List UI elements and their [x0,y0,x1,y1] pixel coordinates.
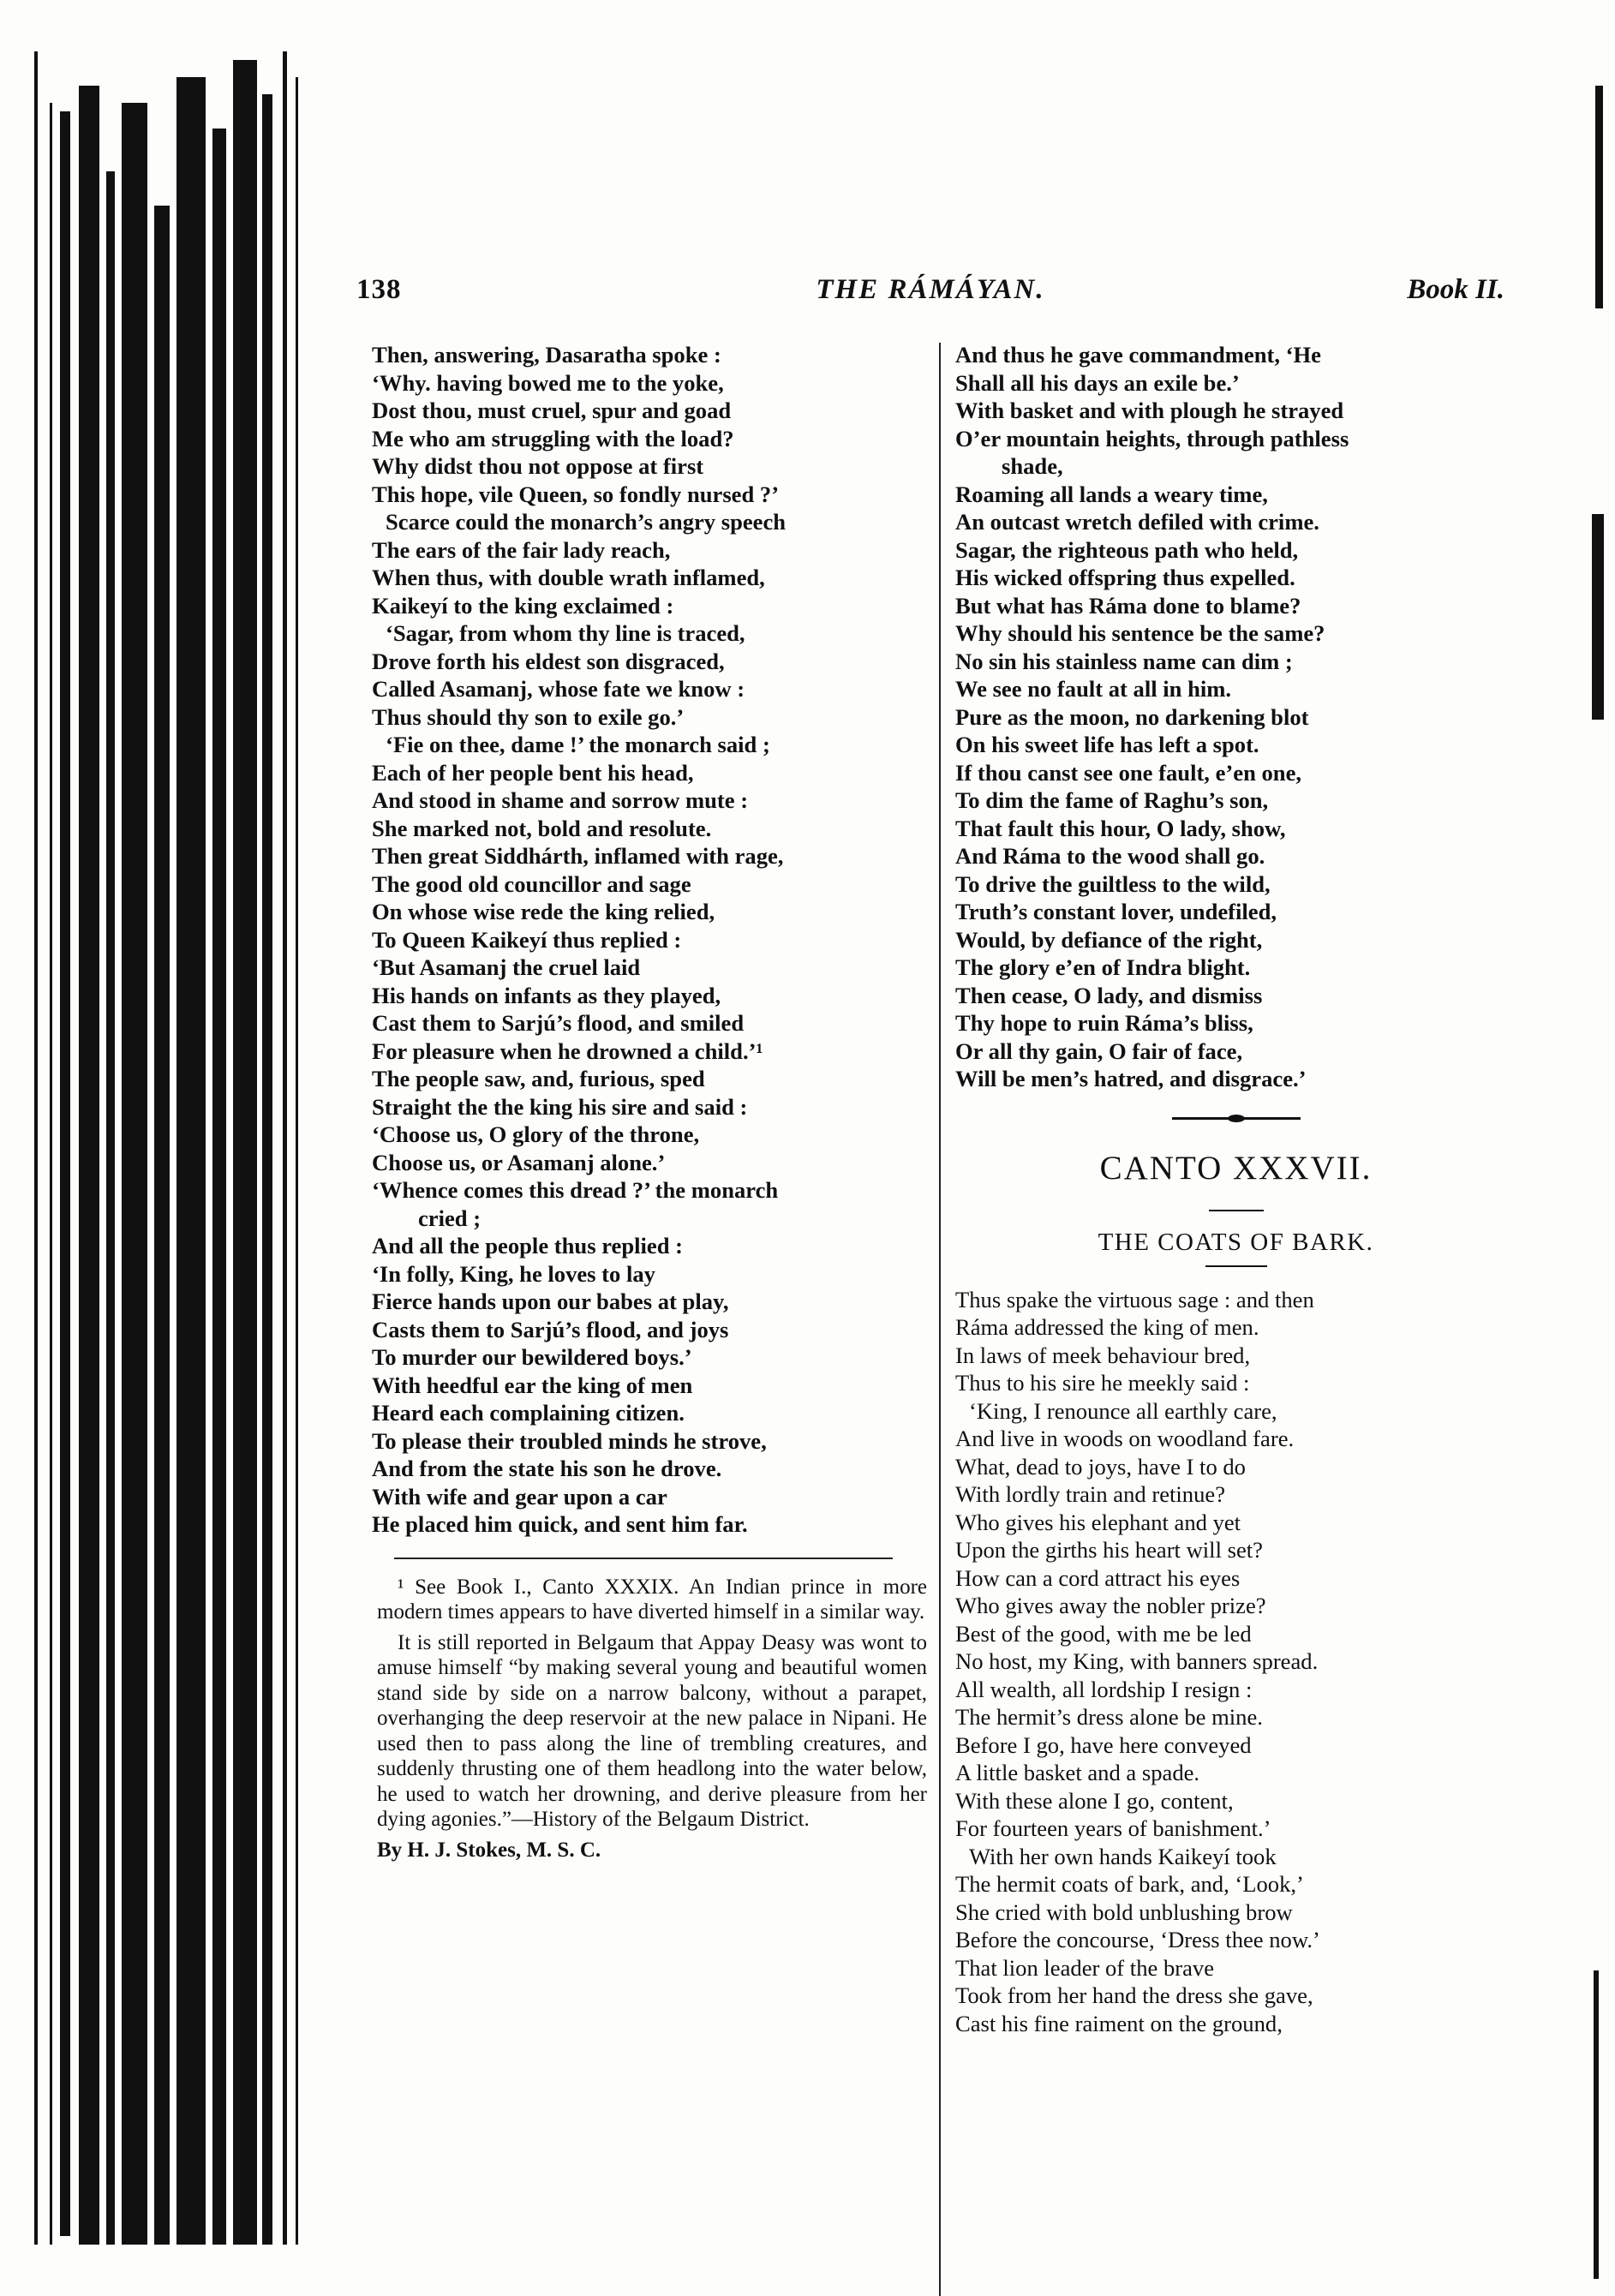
verse-line: Sagar, the righteous path who held, [955,536,1299,563]
verse-line: To murder our bewildered boys.’ [372,1344,692,1370]
verse-line: Thus spake the virtuous sage : and then [955,1286,1314,1312]
right-margin-mark-top [1595,86,1603,308]
subtitle-rule [1205,1265,1267,1267]
verse-line: ‘Whence comes this dread ?’ the monarch [372,1177,779,1203]
verse-line: Pure as the moon, no darkening blot [955,703,1309,730]
verse-line: Roaming all lands a weary time, [955,481,1268,507]
verse-line: His wicked offspring thus expelled. [955,565,1295,590]
verse-line: But what has Ráma done to blame? [955,592,1301,619]
verse-line: Ráma addressed the king of men. [955,1314,1259,1340]
verse-line: With basket and with plough he strayed [955,398,1344,423]
verse-line: To drive the guiltless to the wild, [955,870,1271,897]
verse-line: She cried with bold unblushing brow [955,1898,1293,1925]
verse-line: Casts them to Sarjú’s flood, and joys [372,1316,729,1342]
footnote-paragraph: ¹ See Book I., Canto XXXIX. An Indian prince in more modern times appears to have diverted himself in a similar way. [377,1575,927,1623]
verse-line: ‘Why. having bowed me to the yoke, [372,369,724,396]
verse-line: With wife and gear upon a car [372,1483,667,1510]
verse-line: Called Asamanj, whose fate we know : [372,676,745,702]
book-label: Book II. [1407,274,1504,305]
verse-line: His hands on infants as they played, [372,982,721,1008]
verse-line: Before I go, have here conveyed [955,1731,1252,1758]
section-ornament [1172,1117,1301,1120]
book-spine-scan [0,0,308,2268]
verse-line: ‘But Asamanj the cruel laid [372,954,641,980]
footnote-rule [394,1558,893,1559]
verse-line: Thus to his sire he meekly said : [955,1370,1250,1396]
verse-line: With her own hands Kaikeyí took [969,1843,1277,1869]
verse-line: Straight the the king his sire and said : [372,1093,748,1120]
verse-line: And live in woods on woodland fare. [955,1426,1295,1451]
verse-line: Upon the girths his heart will set? [955,1537,1263,1563]
footnote-signature: By H. J. Stokes, M. S. C. [377,1838,601,1862]
verse-line: ‘Choose us, O glory of the throne, [372,1121,700,1147]
verse-line: On his sweet life has left a spot. [955,732,1259,757]
verse-line: Then cease, O lady, and dismiss [955,982,1263,1008]
verse-line: To Queen Kaikeyí thus replied : [372,926,682,953]
verse-line: The hermit coats of bark, and, ‘Look,’ [955,1871,1304,1897]
verse-line: Cast them to Sarjú’s flood, and smiled [372,1010,745,1036]
verse-line: And thus he gave commandment, ‘He [955,342,1321,368]
verse-line: No sin his stainless name can dim ; [955,648,1293,674]
verse-line: Shall all his days an exile be.’ [955,369,1240,396]
verse-line: This hope, vile Queen, so fondly nursed ?’ [372,481,780,507]
verse-line: ‘Fie on thee, dame !’ the monarch said ; [386,732,770,757]
verse-block-right-bottom [955,1286,1516,2038]
verse-line: To please their troubled minds he strove, [372,1427,767,1454]
verse-line: Thy hope to ruin Ráma’s bliss, [955,1010,1253,1036]
verse-line: In laws of meek behaviour bred, [955,1342,1251,1368]
verse-block-left [372,341,927,1539]
verse-line: He placed him quick, and sent him far. [372,1511,748,1537]
running-header [356,274,1504,315]
verse-line: For pleasure when he drowned a child.’¹ [372,1037,763,1064]
verse-line: Choose us, or Asamanj alone.’ [372,1149,666,1175]
verse-line: On whose wise rede the king relied, [372,899,715,924]
verse-line: And all the people thus replied : [372,1233,684,1259]
verse-line: Each of her people bent his head, [372,759,694,786]
footnote [372,1575,927,1863]
verse-line: shade, [1002,453,1063,479]
verse-line: An outcast wretch defiled with crime. [955,509,1319,535]
verse-line: She marked not, bold and resolute. [372,815,712,841]
canto-subtitle: THE COATS OF BARK. [1098,1228,1374,1256]
verse-line: Scarce could the monarch’s angry speech [386,509,787,535]
verse-line: ‘King, I renounce all earthly care, [969,1397,1277,1424]
verse-line: Who gives his elephant and yet [955,1509,1241,1535]
verse-line: ‘In folly, King, he loves to lay [372,1260,655,1287]
verse-line: No host, my King, with banners spread. [955,1648,1319,1674]
verse-line: Dost thou, must cruel, spur and goad [372,398,732,423]
verse-line: That lion leader of the brave [955,1954,1214,1981]
verse-line: To dim the fame of Raghu’s son, [955,787,1269,813]
verse-line: Before the concourse, ‘Dress thee now.’ [955,1927,1320,1952]
right-margin-mark-bottom [1594,1970,1599,2279]
verse-line: With lordly train and retinue? [955,1481,1225,1507]
verse-line: That fault this hour, O lady, show, [955,815,1286,841]
verse-line: Then great Siddhárth, inflamed with rage, [372,843,784,869]
verse-line: Then, answering, Dasaratha spoke : [372,342,721,368]
verse-line: All wealth, all lordship I resign : [955,1676,1253,1702]
verse-line: How can a cord attract his eyes [955,1564,1241,1591]
left-column [372,341,927,1868]
verse-line: Cast his fine raiment on the ground, [955,2010,1283,2036]
verse-block-right-top [955,341,1516,1093]
verse-line: Why should his sentence be the same? [955,620,1325,646]
verse-line: And Ráma to the wood shall go. [955,843,1265,869]
verse-line: When thus, with double wrath inflamed, [372,565,765,590]
verse-line: O’er mountain heights, through pathless [955,425,1349,451]
verse-line: And stood in shame and sorrow mute : [372,787,749,813]
verse-line: The ears of the fair lady reach, [372,536,671,563]
verse-line: Truth’s constant lover, undefiled, [955,899,1277,924]
verse-line: Would, by defiance of the right, [955,926,1263,953]
verse-line: Fierce hands upon our babes at play, [372,1289,729,1314]
verse-line: For fourteen years of banishment.’ [955,1815,1271,1841]
verse-line: And from the state his son he drove. [372,1456,722,1481]
verse-line: Took from her hand the dress she gave, [955,1982,1313,2008]
verse-line: Will be men’s hatred, and disgrace.’ [955,1066,1307,1091]
right-margin-mark-mid [1592,514,1604,720]
verse-line: If thou canst see one fault, e’en one, [955,759,1302,786]
verse-line: With these alone I go, content, [955,1787,1234,1814]
column-divider [939,343,941,2296]
verse-line: Heard each complaining citizen. [372,1400,685,1426]
canto-heading: CANTO XXXVII. [1099,1149,1373,1187]
verse-line: Me who am struggling with the load? [372,425,734,451]
verse-line: The good old councillor and sage [372,870,691,897]
verse-line: Why didst thou not oppose at first [372,453,704,479]
verse-line: Drove forth his eldest son disgraced, [372,648,725,674]
verse-line: The hermit’s dress alone be mine. [955,1704,1263,1730]
verse-line: With heedful ear the king of men [372,1372,693,1398]
verse-line: We see no fault at all in him. [955,676,1232,702]
verse-line: ‘Sagar, from whom thy line is traced, [386,620,745,646]
page-number: 138 [356,274,402,305]
verse-line: A little basket and a spade. [955,1760,1200,1785]
canto-rule [1209,1210,1264,1211]
verse-line: Who gives away the nobler prize? [955,1593,1266,1618]
right-column [955,341,1516,2037]
verse-line: cried ; [418,1205,482,1231]
verse-line: What, dead to joys, have I to do [955,1453,1246,1480]
verse-line: The people saw, and, furious, sped [372,1066,705,1091]
verse-line: Or all thy gain, O fair of face, [955,1037,1243,1064]
verse-line: Kaikeyí to the king exclaimed : [372,592,674,619]
verse-line: Thus should thy son to exile go.’ [372,703,685,730]
verse-line: Best of the good, with me be led [955,1620,1252,1647]
footnote-paragraph: It is still reported in Belgaum that Appay Deasy was wont to amuse himself “by making several young and beautiful women stand side by side on a narrow balcony, without a parapet, overhanging the deep reservoir at the new palace in Nipani. He used then to pass along the line of trembling creatures, and suddenly thrusting one of them headlong into the water below, he used to watch her drowning, and derive pleasure from her dying agonies.”—History of the Belgaum District. [377,1630,927,1831]
verse-line: The glory e’en of Indra blight. [955,954,1251,980]
running-title: THE RÁMÁYAN. [816,274,1045,305]
